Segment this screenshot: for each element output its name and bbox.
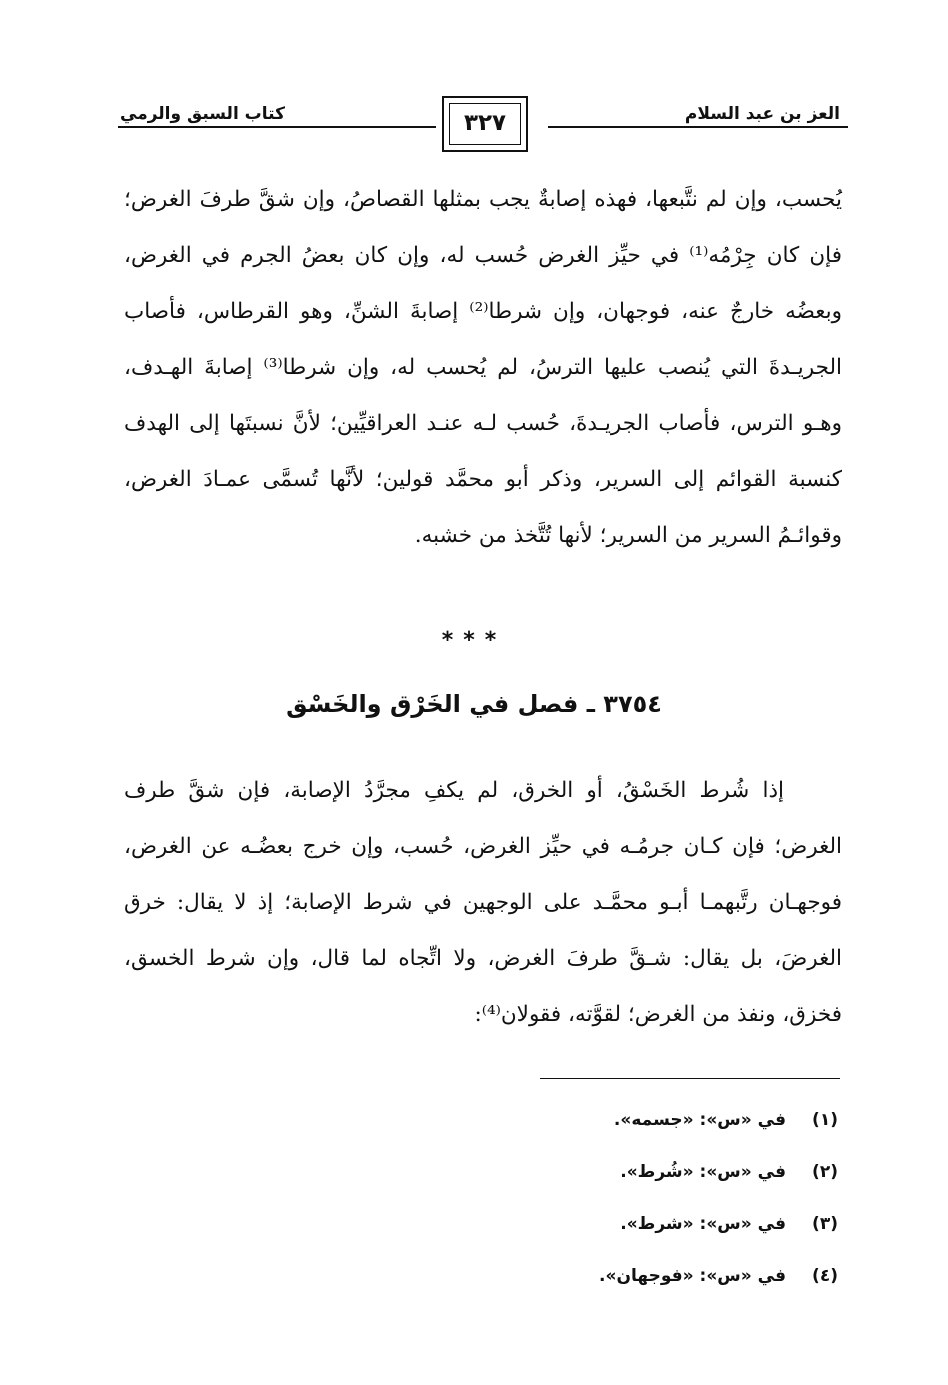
footnote-text: في «س»: «شرط». bbox=[620, 1214, 786, 1234]
footnote-text: في «س»: «شُرط». bbox=[620, 1162, 786, 1182]
footnote-4 bbox=[238, 1256, 838, 1308]
running-header bbox=[118, 96, 848, 156]
footnote-1 bbox=[238, 1100, 838, 1152]
footnote-3 bbox=[238, 1204, 838, 1256]
footnote-text: في «س»: «فوجهان». bbox=[599, 1266, 786, 1286]
footnote-separator bbox=[540, 1078, 840, 1079]
footnote-number: (٤) bbox=[812, 1266, 838, 1286]
paragraph-2 bbox=[124, 763, 842, 1043]
header-author: العز بن عبد السلام bbox=[684, 104, 840, 124]
footnote-number: (٢) bbox=[812, 1162, 838, 1182]
footnote-2 bbox=[238, 1152, 838, 1204]
page-number-frame bbox=[442, 96, 528, 152]
section-title: ٣٧٥٤ ـ فصل في الخَرْق والخَسْق bbox=[286, 690, 662, 718]
footnote-number: (٣) bbox=[812, 1214, 838, 1234]
header-book-title: كتاب السبق والرمي bbox=[120, 104, 285, 124]
paragraph-2-text: إذا شُرط الخَسْقُ، أو الخرق، لم يكفِ مجرَّدُ الإصابة، فإن شقَّ طرف الغرض؛ فإن كـان جرمُـه في حيِّز الغرض، حُسب، وإن خرج بعضُـه عن الغرض، فوجهـان رتَّبهمـا أبـو محمَّـد على الوجهين في شرط الإصابة؛ إذ لا يقال: خرق الغرضَ، بل يقال: شـقَّ طرفَ الغرض، ولا اتِّجاه لما قال، وإن شرط الخسق، فخزق، ونفذ من الغرض؛ لقوَّته، فقولان⁽⁴⁾: bbox=[124, 778, 842, 1027]
header-rule-left bbox=[118, 126, 436, 128]
footnote-number: (١) bbox=[812, 1110, 838, 1130]
section-divider-stars: *** bbox=[441, 628, 507, 653]
footnotes bbox=[238, 1100, 838, 1308]
paragraph-1: يُحسب، وإن لم نتَّبعها، فهذه إصابةٌ يجب بمثلها القصاصُ، وإن شقَّ طرفَ الغرض؛ فإن كان جِرْمُه⁽¹⁾ في حيِّز الغرض حُسب له، وإن كان بعضُ الجرم في الغرض، وبعضُه خارجٌ عنه، فوجهان، وإن شرطا⁽²⁾ إصابةَ الشنِّ، وهو القرطاس، فأصاب الجريـدةَ التي يُنصب عليها الترسُ، لم يُحسب له، وإن شرطا⁽³⁾ إصابةَ الهـدف، وهـو الترس، فأصاب الجريـدةَ، حُسب لـه عنـد العراقيِّين؛ لأنَّ نسبتَها إلى الهدف كنسبة القوائم إلى السرير، وذكر أبو محمَّد قولين؛ لأنَّها تُسمَّى عمـادَ الغرض، وقوائـمُ السرير من السرير؛ لأنها تُتَّخذ من خشبه. bbox=[124, 187, 843, 548]
footnote-text: في «س»: «جسمه». bbox=[613, 1110, 786, 1130]
header-rule-right bbox=[548, 126, 848, 128]
page-number: ٣٢٧ bbox=[463, 110, 507, 136]
